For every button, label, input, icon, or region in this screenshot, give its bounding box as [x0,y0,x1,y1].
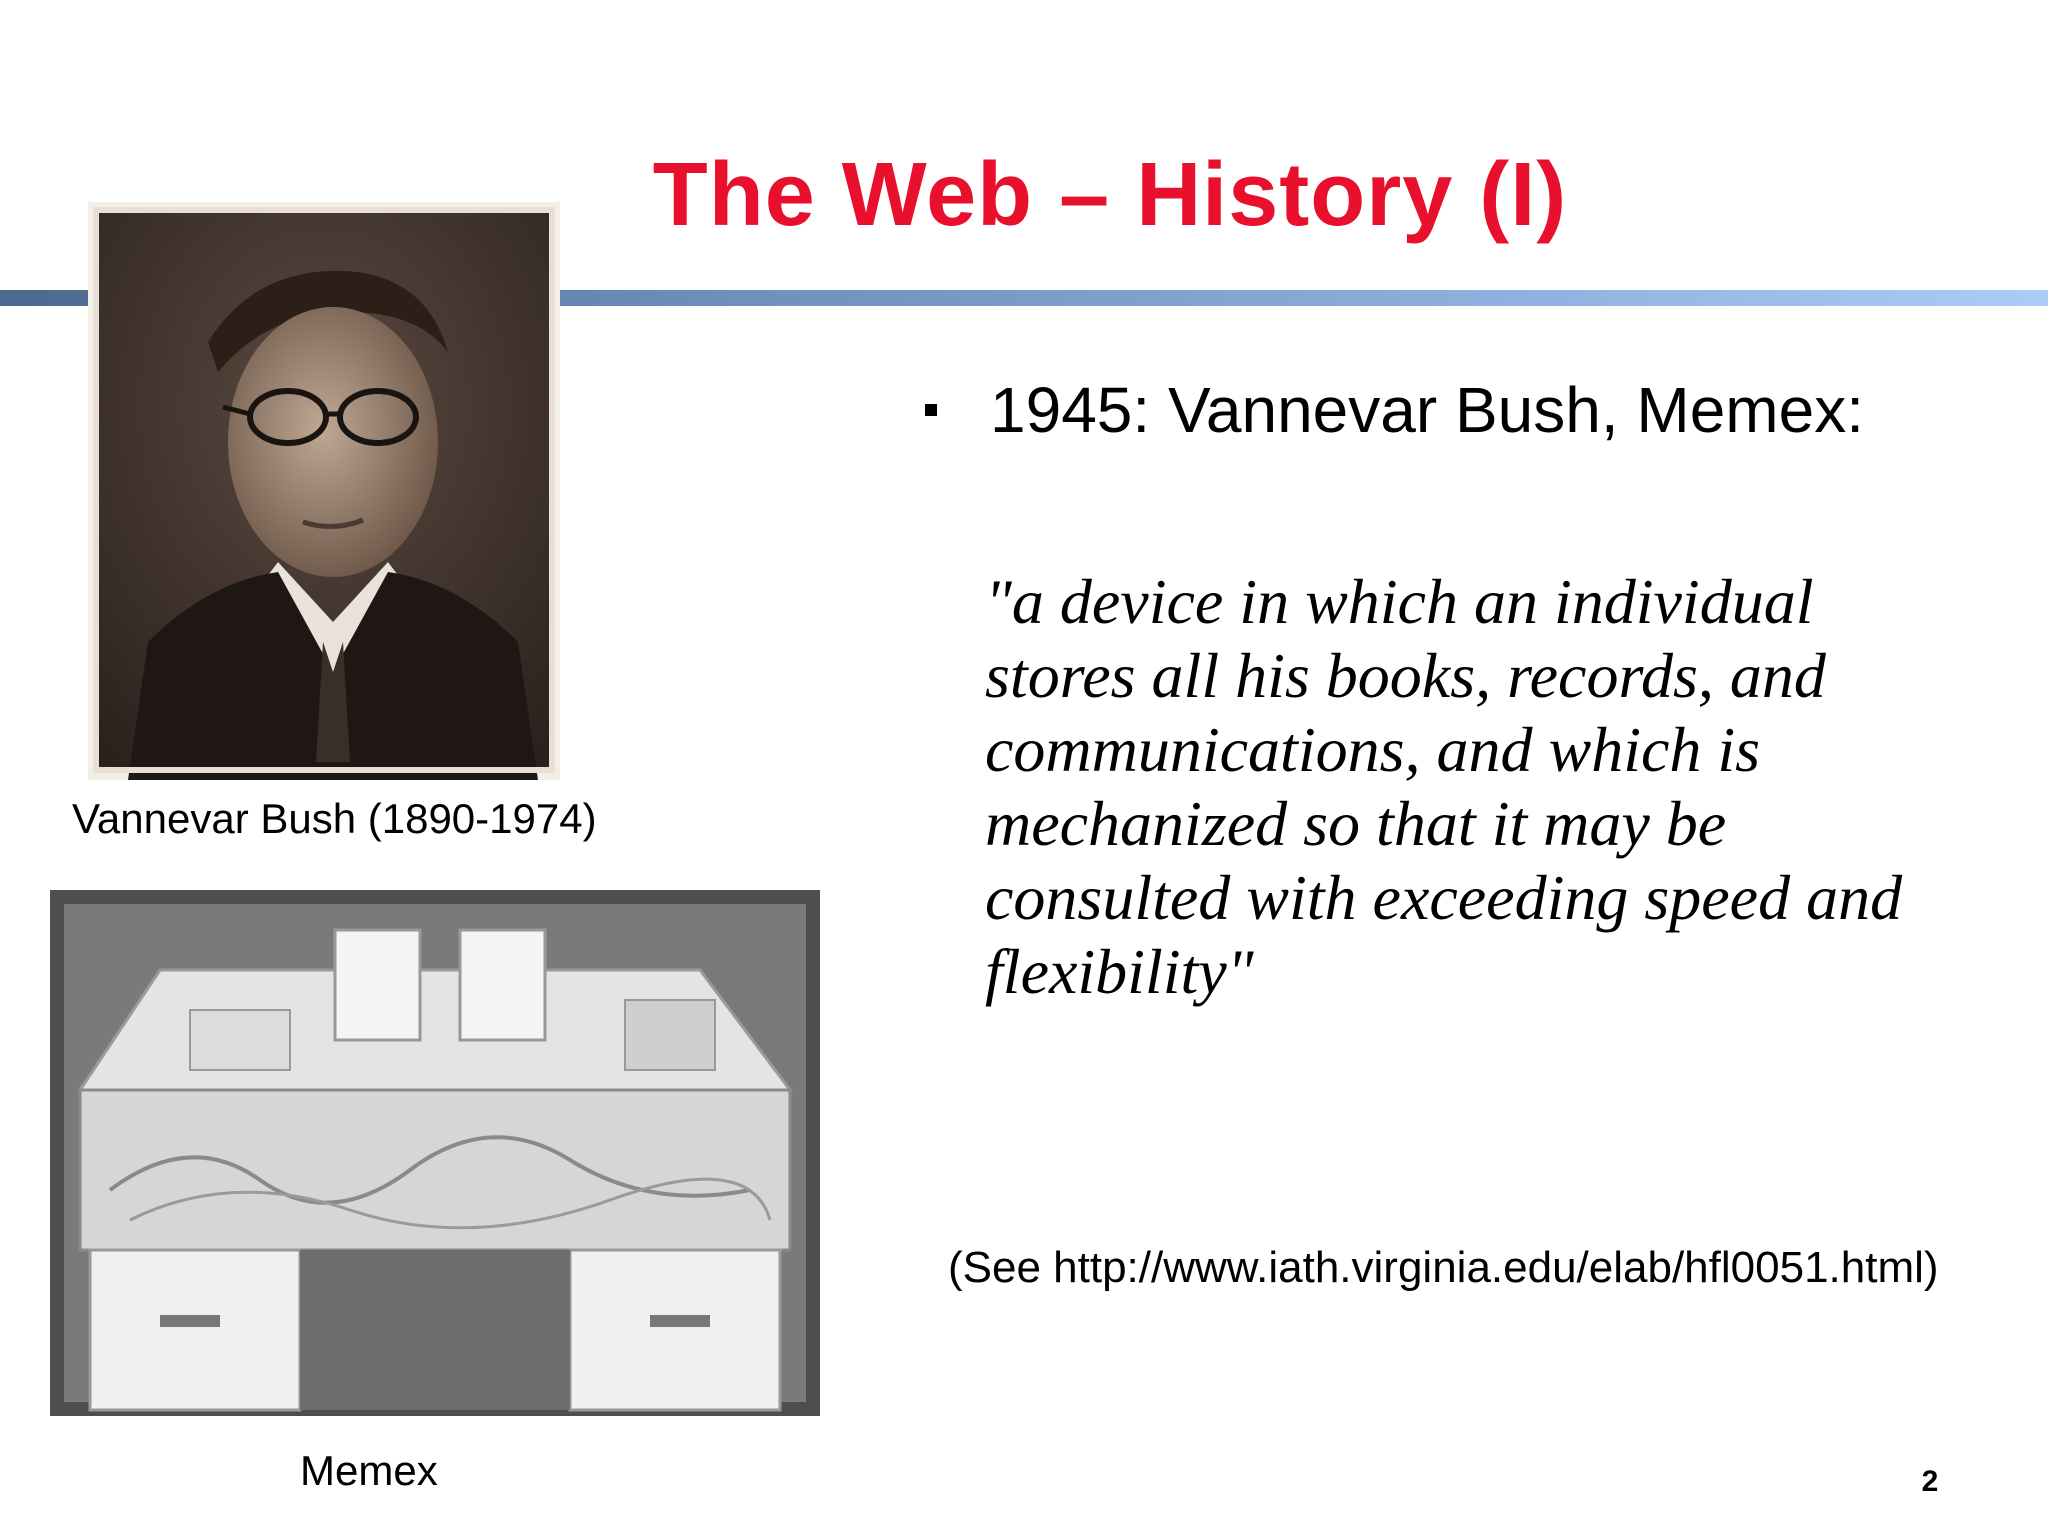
portrait-caption: Vannevar Bush (1890-1974) [72,795,597,842]
quote-line: mechanized so that it may be [985,788,1727,859]
vannevar-bush-portrait [88,202,560,780]
page-number: 2 [1921,1465,1939,1498]
memex-illustration [50,890,820,1416]
bullet-text: 1945: Vannevar Bush, Memex: [990,374,1864,446]
square-bullet-icon [925,404,937,416]
quote-line: communications, and which is [985,714,1761,785]
quote-line: "a device in which an individual [985,566,1814,637]
quote-line: stores all his books, records, and [985,640,1826,711]
quote-line: consulted with exceeding speed and [985,862,1903,933]
slide-title: The Web – History (I) [652,145,1568,245]
bush-quote [985,565,2005,1009]
reference-link-text: (See http://www.iath.virginia.edu/elab/hfl0051.html) [948,1243,1939,1292]
bullet-item [925,370,2005,450]
quote-line: flexibility" [985,936,1254,1007]
memex-caption: Memex [300,1447,438,1494]
